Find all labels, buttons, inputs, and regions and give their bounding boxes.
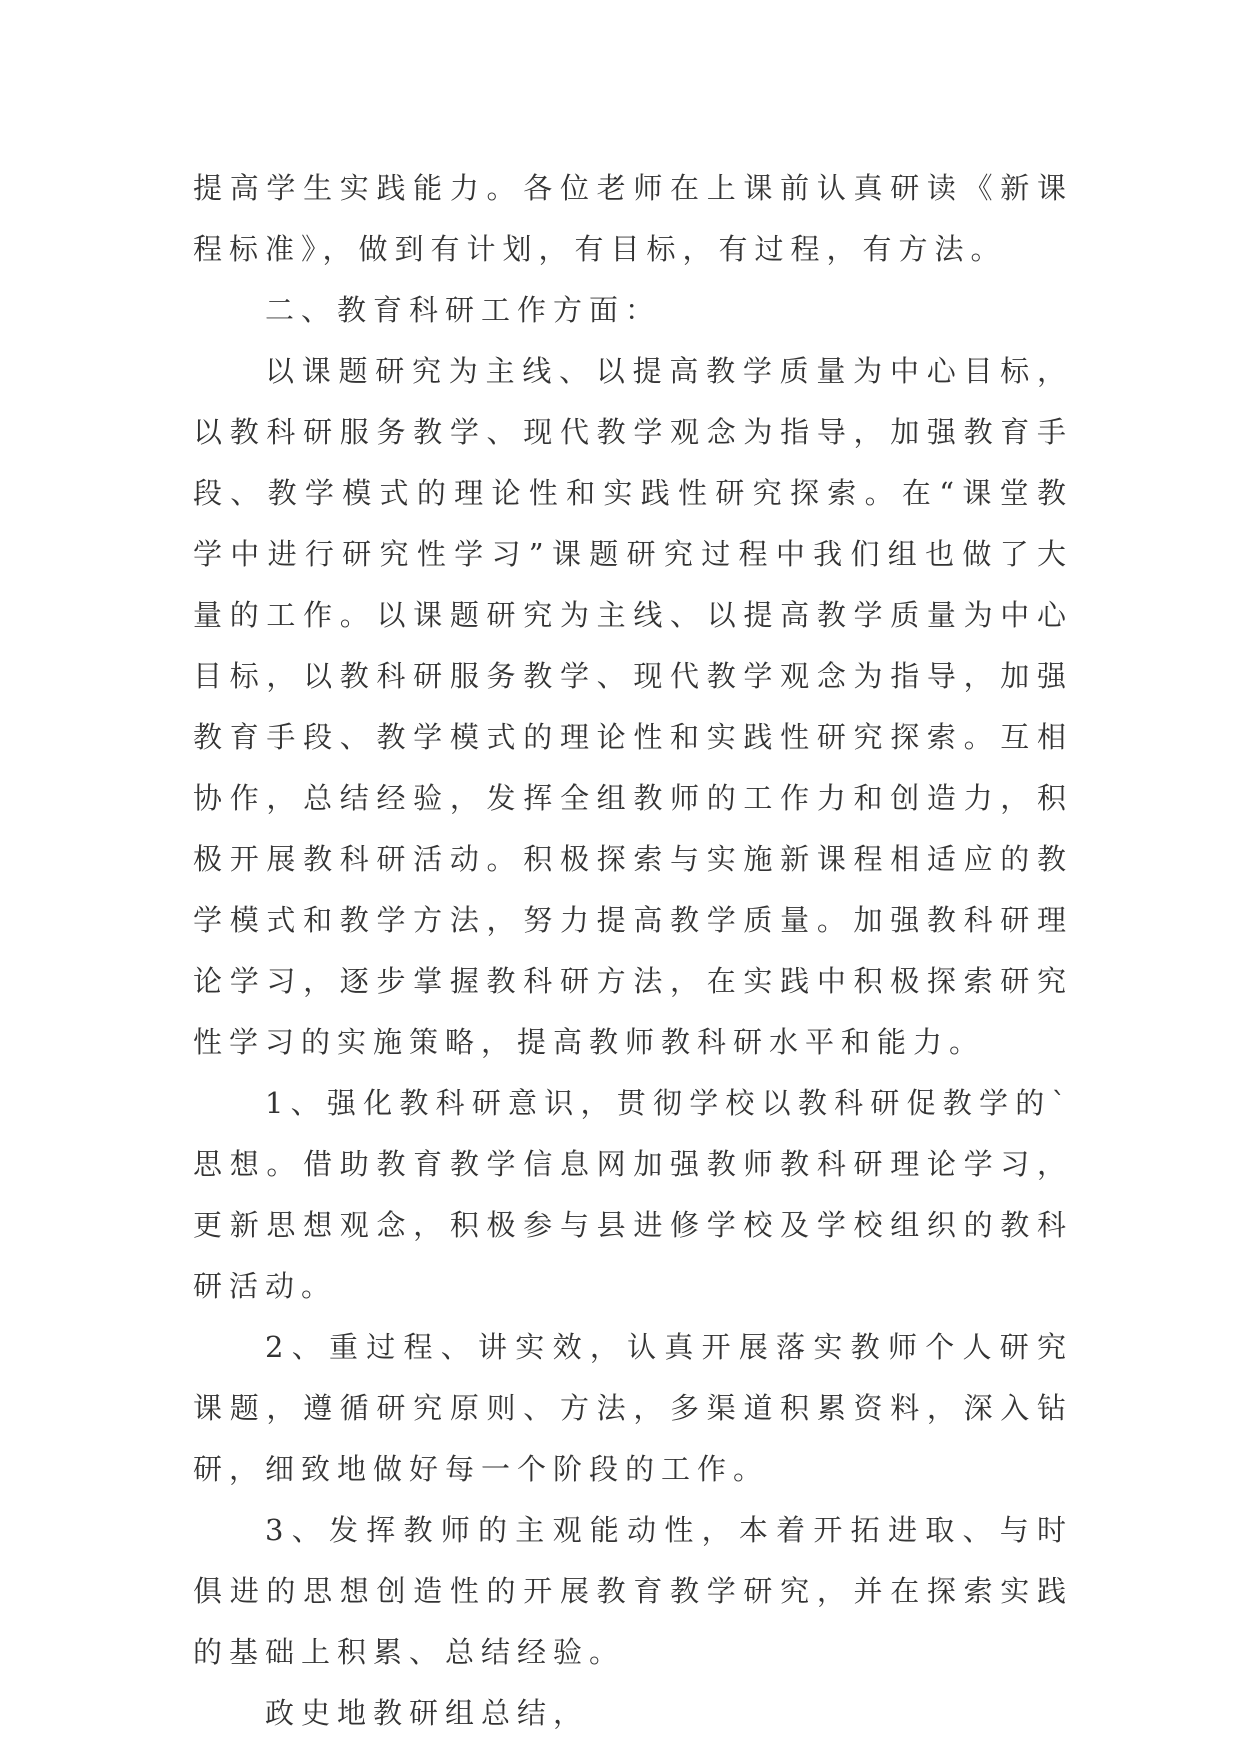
section-heading: 二、教育科研工作方面：: [265, 293, 662, 327]
list-item: 1、强化教科研意识，贯彻学校以教科研促教学的`思想。借助教育教学信息网加强教师教科研理论学习，更新思想观念，积极参与县进修学校及学校组织的教科研活动。: [193, 1086, 1073, 1303]
list-item: 2、重过程、讲实效，认真开展落实教师个人研究课题，遵循研究原则、方法，多渠道积累资料，深入钻研，细致地做好每一个阶段的工作。: [193, 1330, 1073, 1486]
list-item: 3、发挥教师的主观能动性，本着开拓进取、与时俱进的思想创造性的开展教育教学研究，并在探索实践的基础上积累、总结经验。: [193, 1513, 1073, 1669]
closing-line: 政史地教研组总结，: [265, 1696, 590, 1730]
paragraph: 以课题研究为主线、以提高教学质量为中心目标，以教科研服务教学、现代教学观念为指导，加强教育手段、教学模式的理论性和实践性研究探索。在“课堂教学中进行研究性学习”课题研究过程中我们组也做了大量的工作。以课题研究为主线、以提高教学质量为中心目标，以教科研服务教学、现代教学观念为指导，加强教育手段、教学模式的理论性和实践性研究探索。互相协作，总结经验，发挥全组教师的工作力和创造力，积极开展教科研活动。积极探索与实施新课程相适应的教学模式和教学方法，努力提高教学质量。加强教科研理论学习，逐步掌握教科研方法，在实践中积极探索研究性学习的实施策略，提高教师教科研水平和能力。: [193, 354, 1073, 1059]
document-body: [193, 158, 1073, 1744]
paragraph-continuation: 提高学生实践能力。各位老师在上课前认真研读《新课程标准》，做到有计划，有目标，有过程，有方法。: [193, 171, 1073, 266]
